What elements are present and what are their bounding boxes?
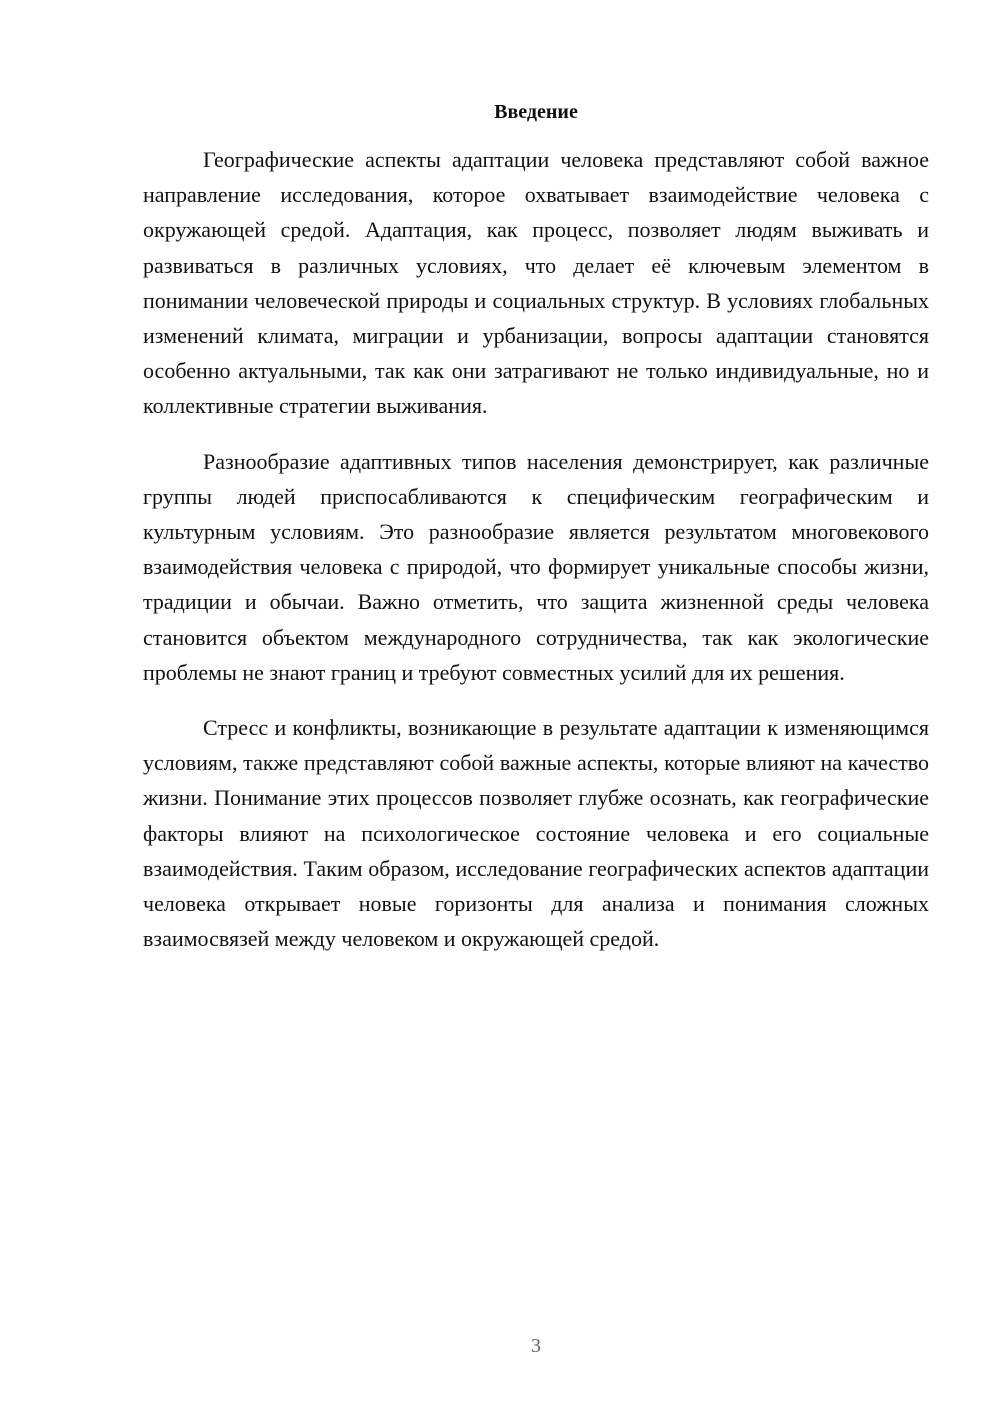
- paragraph-3: Стресс и конфликты, возникающие в результате адаптации к изменяющимся условиям, также представляют собой важные аспекты, которые влияют на качество жизни. Понимание этих процессов позволяет глубже осознать, как географические факторы влияют на психологическое состояние человека и его социальные взаимодействия. Таким образом, исследование географических аспектов адаптации человека открывает новые горизонты для анализа и понимания сложных взаимосвязей между человеком и окружающей средой.: [143, 715, 929, 952]
- paragraph-2: Разнообразие адаптивных типов населения демонстрирует, как различные группы людей приспосабливаются к специфическим географическим и культурным условиям. Это разнообразие является результатом многовекового взаимодействия человека с природой, что формирует уникальные способы жизни, традиции и обычаи. Важно отметить, что защита жизненной среды человека становится объектом международного сотрудничества, так как экологические проблемы не знают границ и требуют совместных усилий для их решения.: [143, 448, 929, 685]
- section-title: Введение: [494, 101, 578, 123]
- page-content: [143, 100, 929, 956]
- page-number: 3: [531, 1335, 541, 1357]
- paragraph-1: Географические аспекты адаптации человека представляют собой важное направление исследования, которое охватывает взаимодействие человека с окружающей средой. Адаптация, как процесс, позволяет людям выживать и развиваться в различных условиях, что делает её ключевым элементом в понимании человеческой природы и социальных структур. В условиях глобальных изменений климата, миграции и урбанизации, вопросы адаптации становятся особенно актуальными, так как они затрагивают не только индивидуальные, но и коллективные стратегии выживания.: [143, 147, 929, 419]
